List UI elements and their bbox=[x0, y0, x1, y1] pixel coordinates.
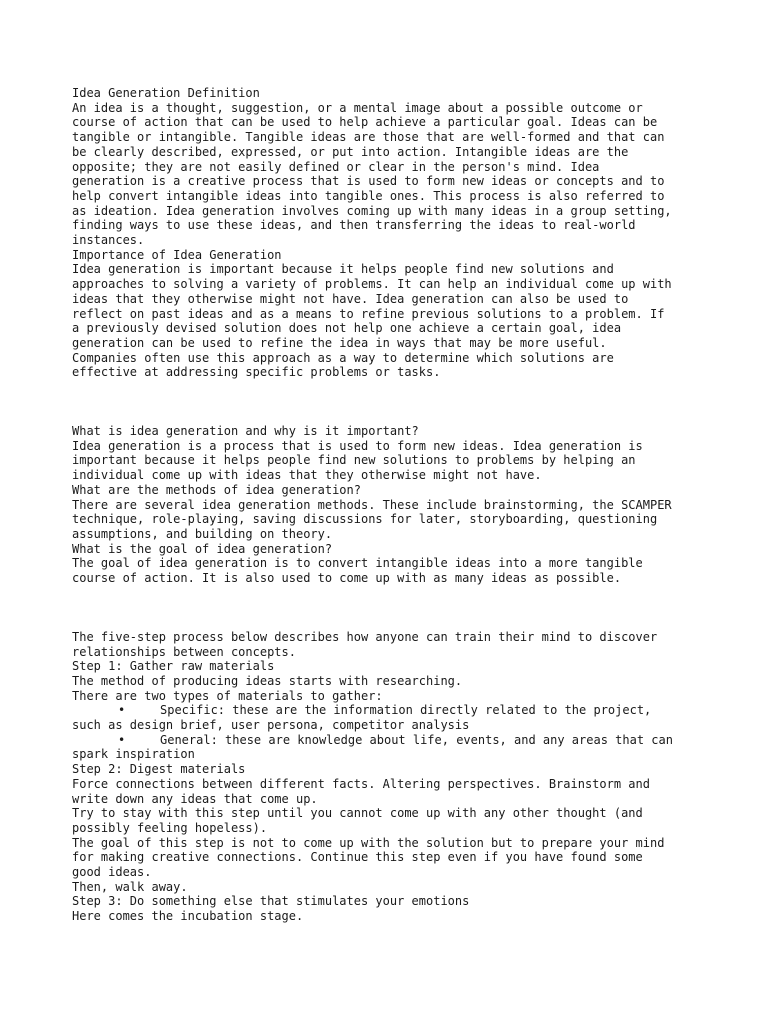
step-text-line: The method of producing ideas starts with researching. bbox=[72, 673, 463, 688]
step-text-line: Try to stay with this step until you cannot come up with any other thought (and bbox=[72, 806, 643, 821]
bullet-item-specific bbox=[72, 703, 712, 718]
paragraph-line: An idea is a thought, suggestion, or a mental image about a possible outcome or bbox=[72, 100, 643, 115]
paragraph-line: Companies often use this approach as a way to determine which solutions are bbox=[72, 350, 614, 365]
faq-question-3: What is the goal of idea generation? bbox=[72, 541, 333, 556]
step-text-line: Force connections between different facts. Altering perspectives. Brainstorm and bbox=[72, 776, 650, 791]
paragraph-line: help convert intangible ideas into tangible ones. This process is also referred to bbox=[72, 188, 665, 203]
paragraph-line: course of action that can be used to help achieve a particular goal. Ideas can be bbox=[72, 115, 658, 130]
paragraph-line: opposite; they are not easily defined or clear in the person's mind. Idea bbox=[72, 159, 600, 174]
faq-question-1: What is idea generation and why is it important? bbox=[72, 424, 419, 439]
step-text-line: The goal of this step is not to come up with the solution but to prepare your mind bbox=[72, 835, 665, 850]
paragraph-line: finding ways to use these ideas, and then transferring the ideas to real-world bbox=[72, 218, 636, 233]
document-page bbox=[72, 86, 712, 924]
step-text-line: possibly feeling hopeless). bbox=[72, 820, 268, 835]
bullet-icon: • bbox=[118, 732, 126, 747]
bullet-item-general bbox=[72, 733, 712, 748]
faq-answer-line: There are several idea generation methods. These include brainstorming, the SCAMPER bbox=[72, 497, 672, 512]
paragraph-line: approaches to solving a variety of problems. It can help an individual come up with bbox=[72, 277, 672, 292]
step-text-line: good ideas. bbox=[72, 865, 152, 880]
paragraph-line: instances. bbox=[72, 233, 145, 248]
heading-importance: Importance of Idea Generation bbox=[72, 247, 282, 262]
faq-answer-line: individual come up with ideas that they otherwise might not have. bbox=[72, 468, 542, 483]
paragraph-line: as ideation. Idea generation involves coming up with many ideas in a group setting, bbox=[72, 203, 672, 218]
intro-line: relationships between concepts. bbox=[72, 644, 296, 659]
bullet-continuation: such as design brief, user persona, competitor analysis bbox=[72, 718, 470, 733]
step-text-line: Here comes the incubation stage. bbox=[72, 909, 304, 924]
faq-answer-line: assumptions, and building on theory. bbox=[72, 526, 333, 541]
bullet-icon: • bbox=[118, 703, 126, 718]
bullet-text: Specific: these are the information directly related to the project, bbox=[160, 703, 652, 718]
paragraph-line: be clearly described, expressed, or put into action. Intangible ideas are the bbox=[72, 144, 629, 159]
faq-answer-line: important because it helps people find new solutions to problems by helping an bbox=[72, 453, 636, 468]
paragraph-line: Idea generation is important because it helps people find new solutions and bbox=[72, 262, 614, 277]
intro-line: The five-step process below describes how anyone can train their mind to discover bbox=[72, 629, 658, 644]
faq-question-2: What are the methods of idea generation? bbox=[72, 482, 361, 497]
faq-answer-line: Idea generation is a process that is used to form new ideas. Idea generation is bbox=[72, 438, 643, 453]
paragraph-line: generation is a creative process that is used to form new ideas or concepts and to bbox=[72, 174, 665, 189]
section-spacer bbox=[72, 586, 712, 630]
step-1-heading: Step 1: Gather raw materials bbox=[72, 659, 275, 674]
bullet-text: General: these are knowledge about life, events, and any areas that can bbox=[160, 732, 673, 747]
paragraph-line: ideas that they otherwise might not have. Idea generation can also be used to bbox=[72, 291, 629, 306]
step-text-line: Then, walk away. bbox=[72, 879, 188, 894]
step-text-line: for making creative connections. Continue this step even if you have found some bbox=[72, 850, 643, 865]
step-3-heading: Step 3: Do something else that stimulates your emotions bbox=[72, 894, 470, 909]
step-2-heading: Step 2: Digest materials bbox=[72, 762, 246, 777]
section-spacer bbox=[72, 380, 712, 424]
faq-answer-line: technique, role-playing, saving discussions for later, storyboarding, questioning bbox=[72, 512, 658, 527]
step-text-line: write down any ideas that come up. bbox=[72, 791, 318, 806]
paragraph-line: tangible or intangible. Tangible ideas are those that are well-formed and that can bbox=[72, 130, 665, 145]
step-text-line: There are two types of materials to gather: bbox=[72, 688, 383, 703]
faq-answer-line: course of action. It is also used to come up with as many ideas as possible. bbox=[72, 571, 622, 586]
heading-definition: Idea Generation Definition bbox=[72, 86, 260, 100]
paragraph-line: generation can be used to refine the idea in ways that may be more useful. bbox=[72, 335, 607, 350]
paragraph-line: a previously devised solution does not help one achieve a certain goal, idea bbox=[72, 321, 622, 336]
faq-answer-line: The goal of idea generation is to convert intangible ideas into a more tangible bbox=[72, 556, 643, 571]
bullet-continuation: spark inspiration bbox=[72, 747, 195, 762]
paragraph-line: reflect on past ideas and as a means to refine previous solutions to a problem. If bbox=[72, 306, 665, 321]
paragraph-line: effective at addressing specific problems or tasks. bbox=[72, 365, 441, 380]
